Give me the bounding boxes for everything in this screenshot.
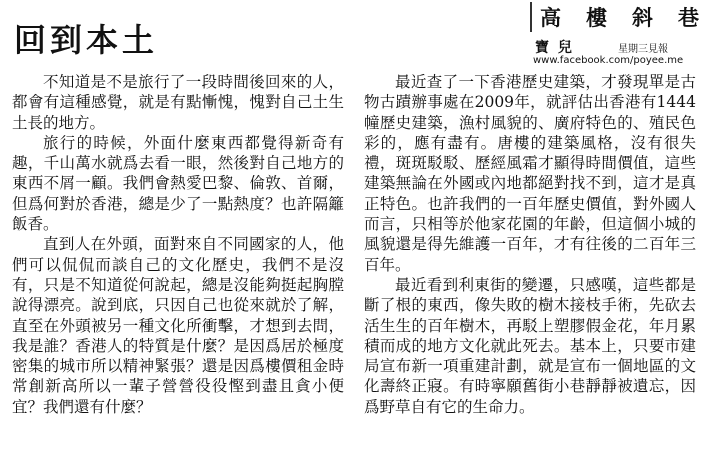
paragraph: 最近查了一下香港歷史建築，才發現單是古物古蹟辦事處在2009年，就評估出香港有1444幢歷史建築，漁村風貌的、廣府特色的、殖民色彩的，應有盡有。唐樓的建築風格，沒有很失禮，斑斑駁駁、歷經風霜才顯得時間價值，這些建築無論在外國或內地都絕對找不到，這才是真正特色。也許我們的一百年歷史價值，對外國人而言，只相等於他家花園的年齡，但這個小城的風貌還是得先維護一百年，才有往後的二百年三百年。 [364, 73, 696, 274]
paragraph: 不知道是不是旅行了一段時間後回來的人，都會有這種感覺，就是有點慚愧，愧對自己土生土長的地方。 [12, 73, 344, 132]
column-name-char: 高 [540, 6, 566, 30]
facebook-url: www.facebook.com/poyee.me [533, 55, 684, 66]
author-name: 寶 兒 [535, 40, 574, 56]
article-body [12, 72, 696, 472]
column-name [530, 2, 704, 32]
publication-schedule: 星期三見報 [618, 44, 668, 55]
left-column [12, 72, 344, 417]
paragraph: 直到人在外頭，面對來自不同國家的人，他們可以侃侃而談自己的文化歷史，我們不是沒有，只是不知道從何說起，總是沒能夠挺起胸膛說得漂亮。說到底，只因自己也從來就於了解，直至在外頭被另一種文化所衝擊，才想到去問，我是誰？香港人的特質是什麼？是因爲居於極度密集的城市所以精神緊張？還是因爲樓價租金時常創新高所以一輩子營營役役慳到盡且貪小便宜？我們還有什麼？ [12, 235, 344, 416]
column-name-char: 樓 [586, 6, 612, 30]
header [0, 0, 704, 72]
article-title: 回到本土 [14, 21, 159, 59]
paragraph: 旅行的時候，外面什麼東西都覺得新奇有趣，千山萬水就爲去看一眼，然後對自己地方的東西不屑一顧。我們會熱愛巴黎、倫敦、首爾，但爲何對於香港，總是少了一點熱度？也許隔籬飯香。 [12, 133, 344, 234]
column-name-char: 巷 [678, 6, 704, 30]
right-column [364, 72, 696, 417]
paragraph: 最近看到利東街的變遷，只感嘆，這些都是斷了根的東西，像失敗的樹木接枝手術，先砍去活生生的百年樹木，再駁上塑膠假金花，年月累積而成的地方文化就此死去。基本上，只要市建局宣布新一項重建計劃，就是宣布一個地區的文化壽終正寢。有時寧願舊街小巷靜靜被遺忘，因爲野草自有它的生命力。 [364, 275, 696, 416]
column-name-char: 斜 [632, 6, 658, 30]
